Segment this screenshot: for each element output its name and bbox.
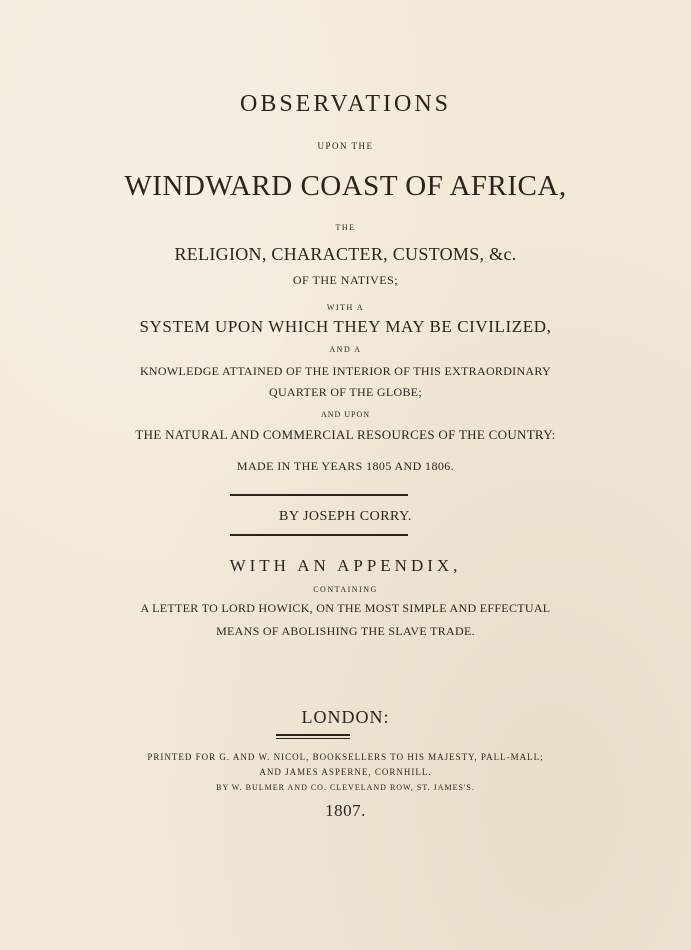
asperne-line: AND JAMES ASPERNE, CORNHILL. [259,767,432,777]
the-line: THE [335,223,356,232]
upon-the-line: UPON THE [317,141,374,151]
natives-line: OF THE NATIVES; [292,273,399,287]
appendix-heading: WITH AN APPENDIX, [229,556,462,575]
knowledge-line: KNOWLEDGE ATTAINED OF THE INTERIOR OF THIS EXTRAORDINARY [139,364,552,378]
letter-line-2: MEANS OF ABOLISHING THE SLAVE TRADE. [216,624,475,638]
author-rule-bottom [230,534,408,536]
with-a-line: WITH A [326,303,365,312]
natural-resources-line: THE NATURAL AND COMMERCIAL RESOURCES OF THE COUNTRY: [135,427,556,442]
quarter-line: QUARTER OF THE GLOBE; [268,385,423,399]
system-line: SYSTEM UPON WHICH THEY MAY BE CIVILIZED, [139,317,552,336]
printer-line: PRINTED FOR G. AND W. NICOL, BOOKSELLERS TO HIS MAJESTY, PALL-MALL; [147,752,544,762]
letter-line-1: A LETTER TO LORD HOWICK, ON THE MOST SIMPLE AND EFFECTUAL [140,601,551,615]
publication-year: 1807. [325,801,366,820]
imprint-rule-bottom [276,738,350,739]
containing-line: CONTAINING [313,585,378,594]
place-of-publication: LONDON: [301,707,390,727]
years-line: MADE IN THE YEARS 1805 AND 1806. [236,459,455,473]
bulmer-line: BY W. BULMER AND CO. CLEVELAND ROW, ST. JAMES'S. [216,783,475,792]
imprint-rule-top [276,734,350,736]
author-line: BY JOSEPH CORRY. [279,509,412,524]
windward-coast-line: WINDWARD COAST OF AFRICA, [124,170,567,202]
book-title: OBSERVATIONS [239,91,451,117]
author-rule-top [230,494,408,496]
religion-line: RELIGION, CHARACTER, CUSTOMS, &c. [174,244,517,264]
and-a-line: AND A [329,345,362,354]
and-upon-line: AND UPON [320,410,371,419]
